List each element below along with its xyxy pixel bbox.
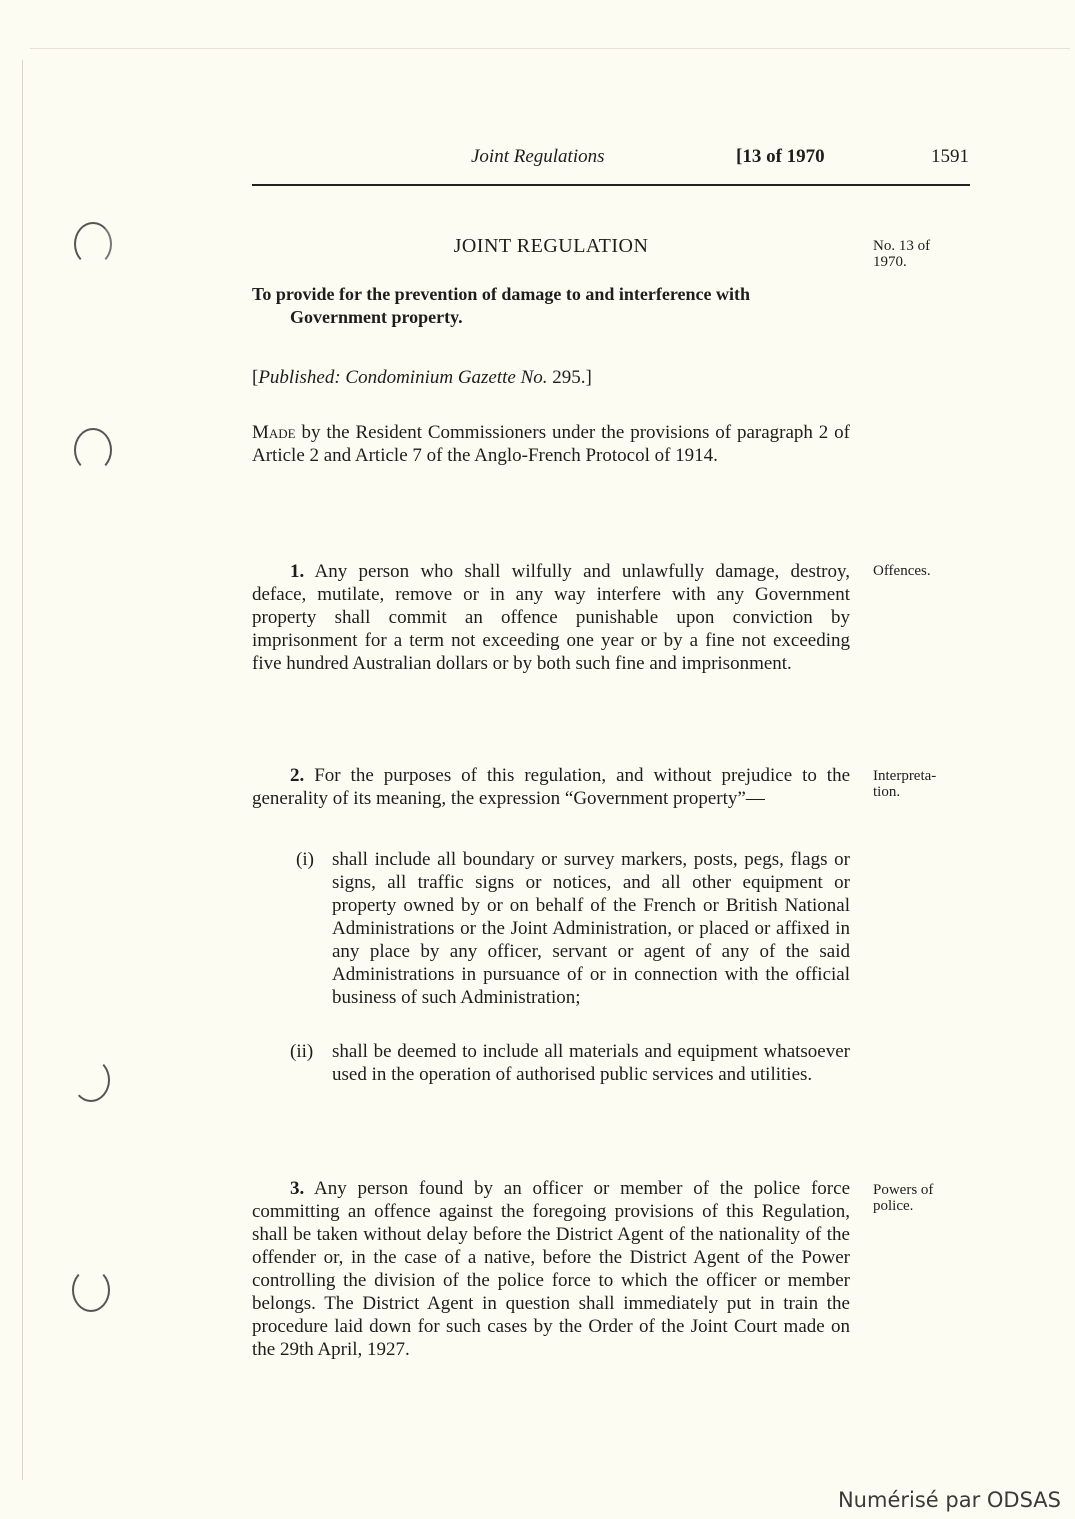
margin-note-interpretation bbox=[873, 768, 963, 800]
section-2-number: 2. bbox=[290, 765, 305, 786]
long-title-line1: To provide for the prevention of damage to and interference with bbox=[252, 284, 750, 304]
page-number: 1591 bbox=[931, 146, 969, 167]
section-1-text: Any person who shall wilfully and unlawfully damage, destroy, deface, mutilate, remove or in any way interfere with any Government property shall commit an offence punishable upon conviction by imprisonment for a term not exceeding one year or by a fine not exceeding five hundred Australian dollars or by both such fine and imprisonment. bbox=[252, 561, 850, 674]
punch-hole-icon bbox=[74, 222, 112, 266]
long-title bbox=[252, 283, 850, 329]
punch-hole-icon bbox=[72, 1268, 110, 1312]
section-3-number: 3. bbox=[290, 1178, 305, 1199]
running-header-act: [13 of 1970 bbox=[736, 146, 825, 167]
subparagraph-i-text: shall include all boundary or survey markers, posts, pegs, flags or signs, all traffic signs or notices, and all other equipment or property owned by or on behalf of the French or British National Administrations or the Joint Administration, or placed or affixed in any place by any officer, servant or agent of any of the said Administrations in pursuance of or in connection with the official business of such Administration; bbox=[332, 849, 850, 1008]
margin-note-offences: Offences. bbox=[873, 563, 931, 579]
enacting-text: by the Resident Commissioners under the provisions of paragraph 2 of Article 2 and Article 7 of the Anglo-French Protocol of 1914. bbox=[252, 422, 851, 466]
section-1-number: 1. bbox=[290, 561, 305, 582]
header-rule bbox=[252, 184, 970, 186]
margin-note-number-line2: 1970. bbox=[873, 254, 907, 270]
margin-note-number bbox=[873, 238, 963, 270]
margin-note-powers-line1: Powers of bbox=[873, 1182, 934, 1198]
margin-note-interpretation-line2: tion. bbox=[873, 784, 901, 800]
margin-note-interpretation-line1: Interpreta- bbox=[873, 768, 937, 784]
publication-note bbox=[252, 366, 850, 389]
subparagraph-ii bbox=[252, 1040, 850, 1086]
subparagraph-ii-number: (ii) bbox=[290, 1041, 314, 1062]
section-2 bbox=[252, 764, 850, 1085]
section-3 bbox=[252, 1177, 850, 1361]
punch-hole-icon bbox=[74, 428, 112, 472]
margin-note-number-line1: No. 13 of bbox=[873, 238, 931, 254]
section-3-text: Any person found by an officer or member of the police force committing an offence against the foregoing provisions of this Regulation, shall be taken without delay before the District Agent of the nationality of the offender or, in the case of a native, before the District Agent of the Power controlling the division of the police force to which the officer or member belongs. The District Agent in question shall immediately put in train the procedure laid down for such cases by the Order of the Joint Court made on the 29th April, 1927. bbox=[252, 1178, 851, 1360]
regulation-heading: JOINT REGULATION bbox=[453, 235, 649, 257]
page-edge-left bbox=[22, 60, 23, 1480]
subparagraph-i-number: (i) bbox=[296, 849, 314, 870]
long-title-line2: Government property. bbox=[290, 307, 463, 327]
published-label: Published: Condominium Gazette No. bbox=[258, 367, 548, 388]
margin-note-powers bbox=[873, 1182, 963, 1214]
section-2-text: For the purposes of this regulation, and without prejudice to the generality of its meaning, the expression “Government property”— bbox=[252, 765, 850, 809]
running-header-title: Joint Regulations bbox=[471, 146, 605, 167]
punch-hole-icon bbox=[72, 1058, 110, 1102]
subparagraph-i bbox=[252, 848, 850, 1009]
published-close-bracket: ] bbox=[585, 367, 592, 388]
section-1 bbox=[252, 560, 850, 675]
enacting-lead: Made bbox=[252, 422, 296, 443]
page-edge-top bbox=[30, 48, 1070, 49]
digitization-credit: Numérisé par ODSAS bbox=[837, 1488, 1061, 1512]
subparagraph-ii-text: shall be deemed to include all materials and equipment whatsoever used in the operation of authorised public services and utilities. bbox=[332, 1041, 850, 1085]
gazette-number: 295. bbox=[552, 367, 586, 388]
enacting-formula bbox=[252, 421, 850, 467]
margin-note-powers-line2: police. bbox=[873, 1198, 914, 1214]
published-open-bracket: [ bbox=[252, 367, 259, 388]
